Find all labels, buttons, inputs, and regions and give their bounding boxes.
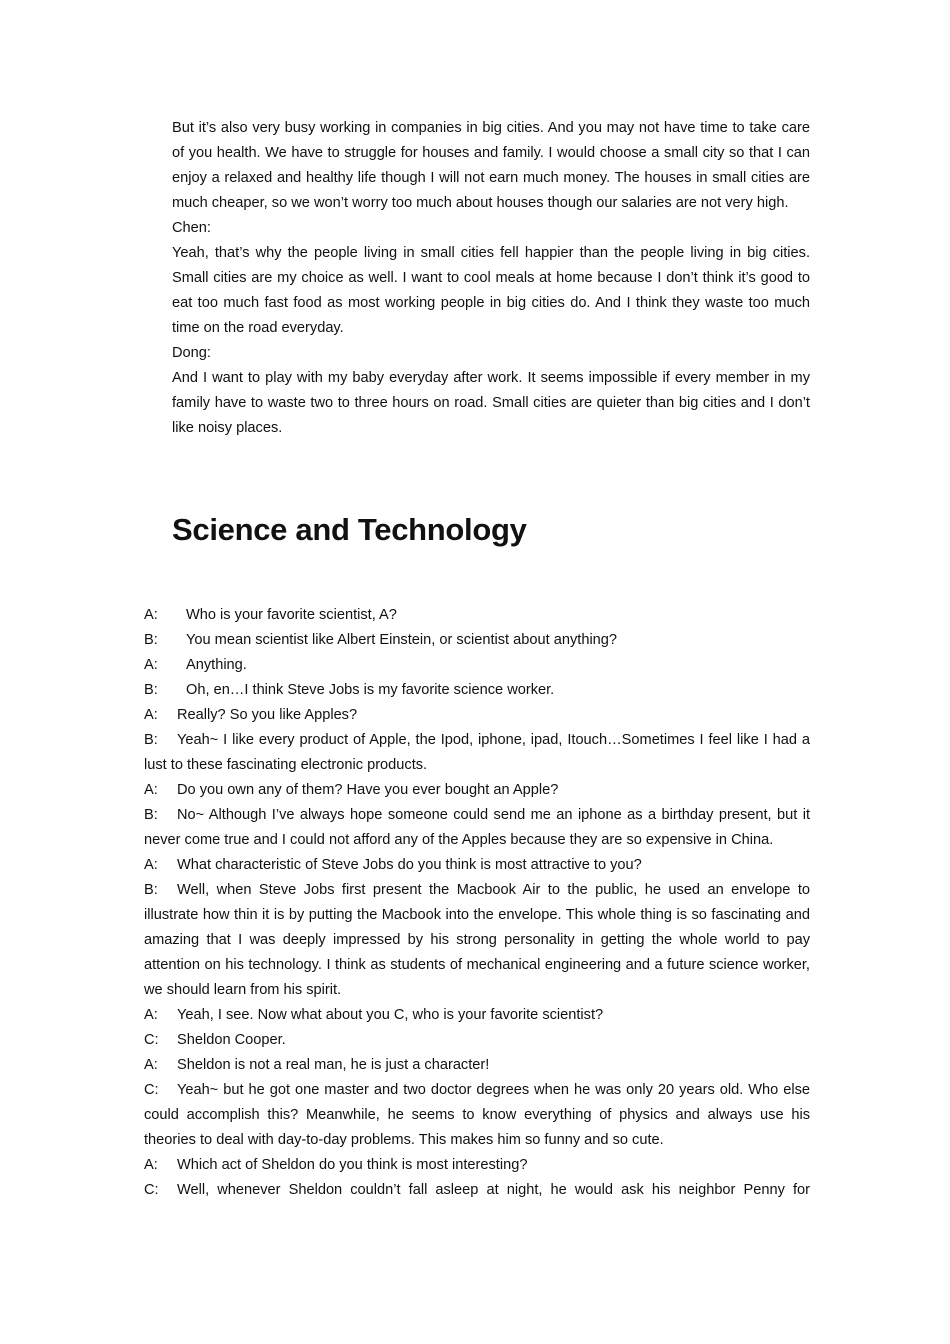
- dialogue-text: Well, when Steve Jobs first present the Macbook Air to the public, he used an envelope to illustrate how thin it is by putting the Macbook into the envelope. This whole thing is so fascinating and amazing that I was deeply impressed by his strong personality in getting the whole world to pay attention on his technology. I think as students of mechanical engineering and a future science worker, we should learn from his spirit.: [144, 882, 810, 998]
- dialogue-text: What characteristic of Steve Jobs do you think is most attractive to you?: [177, 857, 642, 873]
- dialogue-text: Sheldon is not a real man, he is just a character!: [177, 1057, 490, 1073]
- dialogue-line: [144, 628, 810, 653]
- dialogue-line: [144, 1028, 810, 1053]
- dialogue-text: Oh, en…I think Steve Jobs is my favorite science worker.: [186, 682, 555, 698]
- speaker-label: B:: [144, 682, 158, 698]
- speaker-label: C:: [144, 1082, 159, 1098]
- dialogue-text: Who is your favorite scientist, A?: [186, 607, 397, 623]
- dialogue-line: [144, 1153, 810, 1178]
- dialogue-line: [144, 1053, 810, 1078]
- speaker-label: A:: [144, 1057, 158, 1073]
- dialogue-text: Yeah~ but he got one master and two doctor degrees when he was only 20 years old. Who else could accomplish this? Meanwhile, he seems to know everything of physics and always use his theories to deal with day-to-day problems. This makes him so funny and so cute.: [144, 1082, 810, 1148]
- dialogue-line: [144, 703, 810, 728]
- dialogue-line: [144, 1178, 810, 1203]
- dialogue-text: Well, whenever Sheldon couldn’t fall asleep at night, he would ask his neighbor Penny for: [177, 1182, 810, 1198]
- dialogue-text: Yeah~ I like every product of Apple, the Ipod, iphone, ipad, Itouch…Sometimes I feel like I had a lust to these fascinating electronic products.: [144, 732, 810, 773]
- speaker-label: A:: [144, 782, 158, 798]
- speaker-label: C:: [144, 1032, 159, 1048]
- paragraph: And I want to play with my baby everyday after work. It seems impossible if every member in my family have to waste two to three hours on road. Small cities are quieter than big cities and I don’t like noisy places.: [172, 370, 810, 436]
- speaker-label: A:: [144, 1157, 158, 1173]
- previous-section-text: [172, 116, 810, 441]
- speaker-label: B:: [144, 882, 158, 898]
- dialogue-line: [144, 853, 810, 878]
- dialogue-text: Anything.: [186, 657, 247, 673]
- dialogue-line: [144, 778, 810, 803]
- dialogue-line: [144, 603, 810, 628]
- speaker-label: C:: [144, 1182, 159, 1198]
- dialogue-text: Sheldon Cooper.: [177, 1032, 286, 1048]
- dialogue-line: [144, 678, 810, 703]
- speaker-label: A:: [144, 857, 158, 873]
- paragraph: But it’s also very busy working in companies in big cities. And you may not have time to take care of you health. We have to struggle for houses and family. I would choose a small city so that I can enjoy a relaxed and healthy life though I will not earn much money. The houses in small cities are much cheaper, so we won’t worry too much about houses though our salaries are not very high.: [172, 120, 810, 211]
- dialogue-line: [144, 1003, 810, 1028]
- dialogue-text: Yeah, I see. Now what about you C, who is your favorite scientist?: [177, 1007, 604, 1023]
- paragraph: Yeah, that’s why the people living in small cities fell happier than the people living in big cities. Small cities are my choice as well. I want to cool meals at home because I don’t think it’s good to eat too much fast food as most working people in big cities do. And I think they waste too much time on the road everyday.: [172, 245, 810, 336]
- dialogue-text: Really? So you like Apples?: [177, 707, 358, 723]
- speaker-label: B:: [144, 632, 158, 648]
- dialogue-line: [144, 803, 810, 853]
- dialogue-text: No~ Although I’ve always hope someone could send me an iphone as a birthday present, but it never come true and I could not afford any of the Apples because they are so expensive in China.: [144, 807, 810, 848]
- speaker-label: A:: [144, 707, 158, 723]
- speaker-label: A:: [144, 607, 158, 623]
- speaker-label: B:: [144, 732, 158, 748]
- speaker-name: Chen:: [172, 220, 211, 236]
- dialogue-line: [144, 878, 810, 1003]
- dialogue-text: Do you own any of them? Have you ever bought an Apple?: [177, 782, 559, 798]
- dialogue-text: Which act of Sheldon do you think is most interesting?: [177, 1157, 528, 1173]
- speaker-name: Dong:: [172, 345, 211, 361]
- speaker-label: B:: [144, 807, 158, 823]
- dialogue: [144, 603, 810, 1203]
- dialogue-line: [144, 653, 810, 678]
- dialogue-text: You mean scientist like Albert Einstein, or scientist about anything?: [186, 632, 618, 648]
- speaker-label: A:: [144, 657, 158, 673]
- section-heading: Science and Technology: [172, 512, 527, 547]
- speaker-label: A:: [144, 1007, 158, 1023]
- dialogue-line: [144, 728, 810, 778]
- dialogue-line: [144, 1078, 810, 1153]
